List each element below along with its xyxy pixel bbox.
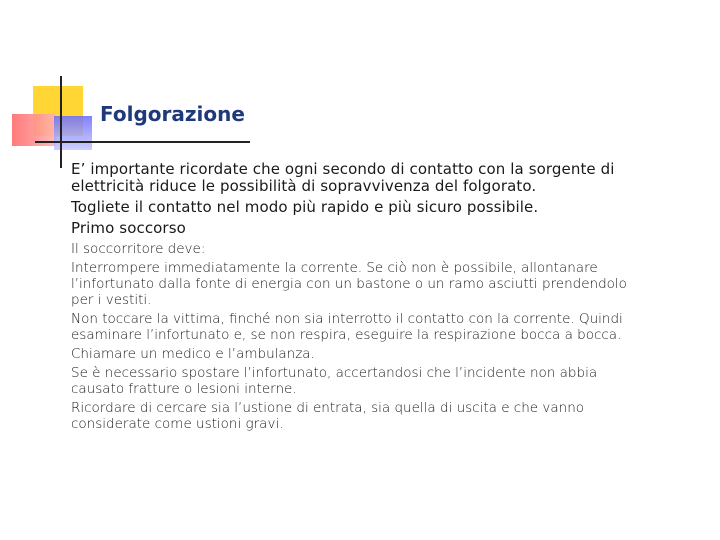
decoration-vertical-line	[60, 76, 62, 168]
section-heading: Primo soccorso	[71, 219, 186, 237]
slide-content	[71, 161, 671, 435]
paragraph: Se è necessario spostare l’infortunato, accertandosi che l’incidente non abbia causato fratture o lesioni interne.	[71, 365, 598, 397]
paragraph: Non toccare la vittima, finché non sia interrotto il contatto con la corrente. Quindi esaminare l’infortunato e, se non respira, eseguire la respirazione bocca a bocca.	[71, 311, 623, 343]
paragraph: Togliete il contatto nel modo più rapido e più sicuro possibile.	[71, 198, 539, 216]
paragraph: Il soccorritore deve:	[71, 241, 206, 257]
paragraph: E’ importante ricordate che ogni secondo di contatto con la sorgente di elettricità riduce le possibilità di sopravvivenza del folgorato.	[71, 160, 615, 195]
paragraph: Ricordare di cercare sia l’ustione di entrata, sia quella di uscita e che vanno considerate come ustioni gravi.	[71, 400, 585, 432]
paragraph: Chiamare un medico e l’ambulanza.	[71, 346, 315, 362]
decoration-horizontal-line	[35, 141, 250, 143]
paragraph: Interrompere immediatamente la corrente. Se ciò non è possibile, allontanare l’infortunato dalla fonte di energia con un bastone o un ramo asciutti prendendolo per i vestiti.	[71, 260, 627, 308]
slide-title: Folgorazione	[100, 102, 245, 126]
